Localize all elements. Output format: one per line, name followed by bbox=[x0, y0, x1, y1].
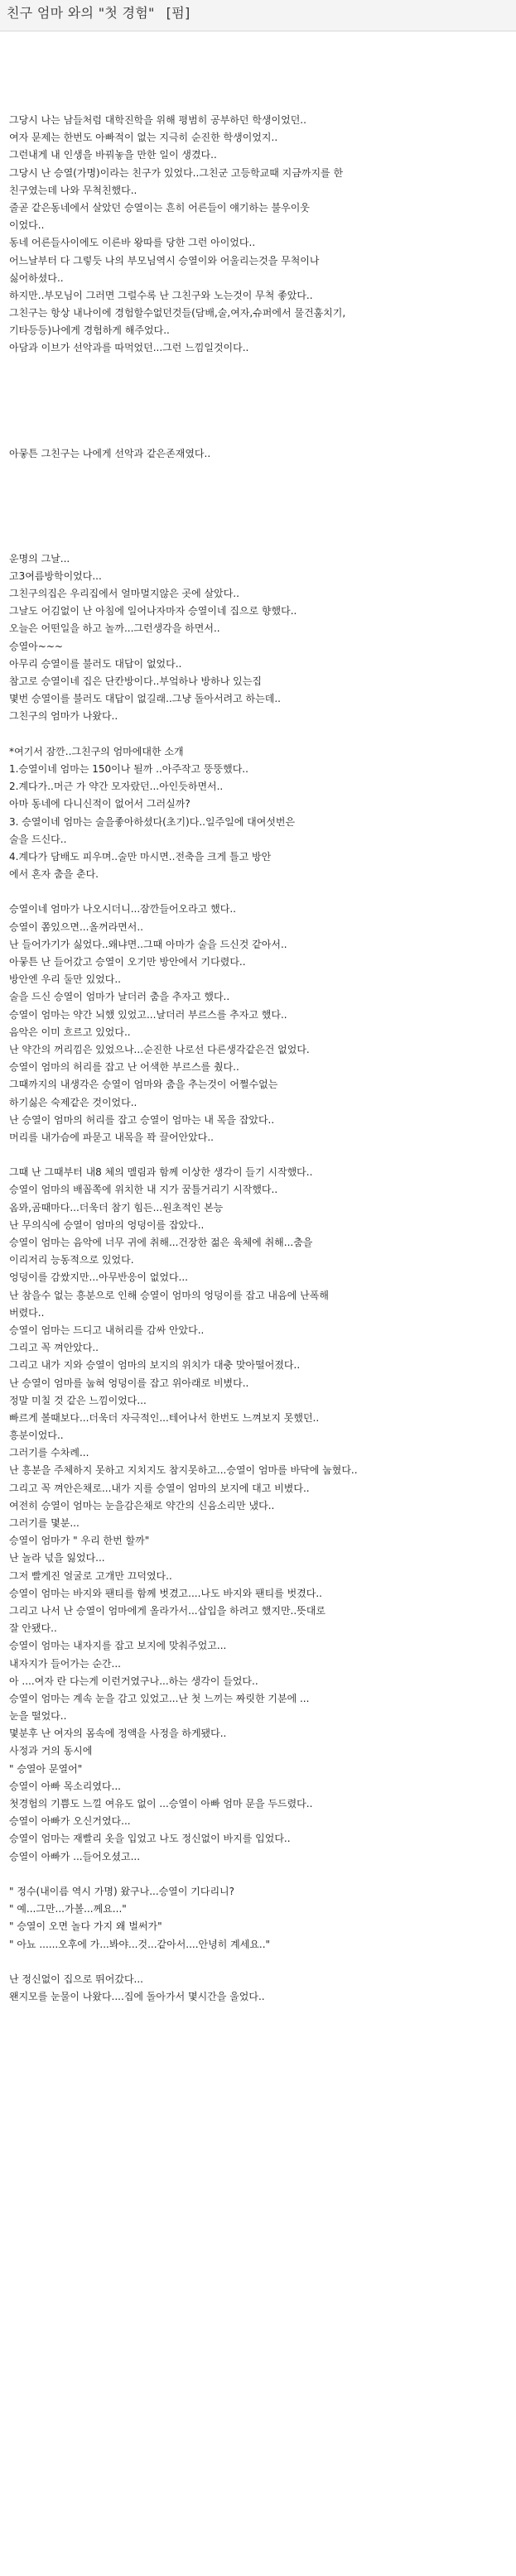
body-line: 아뭏튼 난 들어갔고 승열이 오기만 방안에서 기다렸다.. bbox=[9, 956, 246, 968]
body-line: 승열이 엄마는 계속 눈을 감고 있었고...난 첫 느끼는 짜릿한 기분에 ... bbox=[9, 1692, 310, 1704]
body-line: 4.계다가 담배도 피우며..술만 마시면..전축을 크게 틀고 방안 bbox=[9, 850, 272, 863]
paragraph-spacer bbox=[9, 480, 506, 497]
body-line: 아 ....여자 란 다는게 이런거였구나...하는 생각이 들었다.. bbox=[9, 1675, 258, 1687]
body-line: 동네 어른들사이에도 이른바 왕따를 당한 그런 아이었다.. bbox=[9, 237, 256, 249]
body-line: 승열이 엄마는 드디고 내허리를 감싸 안았다.. bbox=[9, 1324, 205, 1336]
body-line: 몇번 승열이를 불러도 대답이 없길래..그냥 돌아서려고 하는데.. bbox=[9, 693, 281, 705]
paragraph-spacer bbox=[9, 883, 506, 901]
body-line: 승열이 엄마는 바지와 팬티를 함께 벗겼고....나도 바지와 팬티를 벗겼다.. bbox=[9, 1587, 322, 1599]
body-line: 사정과 거의 동시에 bbox=[9, 1745, 93, 1757]
paragraph-spacer bbox=[9, 375, 506, 392]
post-title bbox=[7, 3, 190, 23]
body-line: 그러기를 수차례... bbox=[9, 1447, 89, 1459]
paragraph-spacer bbox=[9, 515, 506, 532]
paragraph-spacer bbox=[9, 1146, 506, 1164]
body-line: 난 놀라 넋을 잃었다... bbox=[9, 1552, 105, 1564]
body-line: 여전히 승열이 엄마는 눈을감은채로 약간의 신음소리만 냈다.. bbox=[9, 1499, 275, 1511]
body-line: 승열이 아빠가 오신거였다... bbox=[9, 1815, 131, 1828]
body-line: 옴뫄,곰때마다...더욱더 참기 힘든...원초적인 본능 bbox=[9, 1201, 224, 1214]
body-line: 난 무의식에 승열이 엄마의 엉덩이를 잡았다.. bbox=[9, 1218, 205, 1231]
body-line: 그리고 꼭 껴안은채로...내가 지를 승열이 엄마의 보지에 대고 비볐다.. bbox=[9, 1482, 310, 1494]
body-line: 그리고 나서 난 승열이 엄마에게 올라가서...삽입을 하려고 했지만..뜻대로 bbox=[9, 1604, 326, 1617]
body-line: 승열이 엄마의 배꼽쪽에 위치한 내 지가 꿈틀거리기 시작했다.. bbox=[9, 1184, 278, 1196]
body-line: 아마 동네에 다니신적이 없어서 그러실까? bbox=[9, 798, 190, 810]
body-line: 참고로 승열이네 집은 단칸방이다..부엌하나 방하나 있는집 bbox=[9, 675, 262, 687]
body-line: 하지만..부모님이 그러면 그럴수록 난 그친구와 노는것이 무척 좋았다.. bbox=[9, 289, 313, 301]
body-line: 그러기를 몇분... bbox=[9, 1517, 80, 1529]
body-line: 그날도 어김없이 난 아침에 일어나자마자 승열이네 집으로 향했다.. bbox=[9, 605, 297, 618]
body-line: 아담과 이브가 선악과를 따먹었던...그런 느낌일것이다.. bbox=[9, 342, 249, 354]
body-line: 1.승열이네 엄마는 150이나 될까 ..아주작고 뚱뚱했다.. bbox=[9, 762, 248, 775]
body-line: 승열이 아빠가 ...들어오셨고... bbox=[9, 1850, 141, 1862]
body-line: 에서 혼자 춤을 춘다. bbox=[9, 868, 99, 881]
body-line: 난 정신없이 집으로 뛰어갔다... bbox=[9, 1973, 143, 1985]
body-line: 난 약간의 꺼리낌은 있었으나...순진한 나로선 다른생각같은건 없었다. bbox=[9, 1043, 310, 1055]
paragraph-spacer bbox=[9, 726, 506, 743]
body-line: 눈을 떨었다.. bbox=[9, 1710, 67, 1723]
paragraph-spacer bbox=[9, 1954, 506, 1971]
body-line: 승열아~~~ bbox=[9, 640, 63, 652]
body-line: 그런내게 내 인생을 바꿔놓을 만한 일이 생겼다.. bbox=[9, 149, 217, 161]
body-line: 술을 드신다.. bbox=[9, 833, 67, 845]
body-line: 몇분후 난 여자의 몸속에 정액을 사정을 하게됐다.. bbox=[9, 1728, 227, 1740]
paragraph-spacer bbox=[9, 497, 506, 515]
body-line: 승열이 엄마는 약간 뇌했 있었고...날더러 부르스를 추자고 했다.. bbox=[9, 1008, 287, 1021]
body-line: 여자 문제는 한번도 아빠적이 없는 지극히 순진한 학생이었지.. bbox=[9, 132, 278, 144]
body-line: 승열이 아빠 목소리였다... bbox=[9, 1780, 121, 1792]
body-line: 승열이 엄마는 내자지를 잡고 보지에 맞춰주었고... bbox=[9, 1640, 227, 1652]
body-line: 아뭏튼 그친구는 나에게 선악과 같은존재였다.. bbox=[9, 447, 211, 459]
body-line: 음악은 이미 흐르고 있었다.. bbox=[9, 1026, 131, 1038]
body-line: 승열이네 엄마가 나오시더니...잠깐들어오라고 했다.. bbox=[9, 903, 236, 916]
body-line: 난 승열이 엄마를 눕혀 엉덩이를 잡고 위아래로 비볐다.. bbox=[9, 1377, 249, 1389]
body-line: 2.계다가..머근 가 약간 모자랐던...아인듯하면서.. bbox=[9, 781, 224, 793]
post-category: [펌] bbox=[166, 5, 190, 21]
body-line: 승열이 엄마는 음악에 너무 귀에 취해...건장한 젊은 육체에 취해...춤을 bbox=[9, 1237, 313, 1248]
body-line: 하기싫은 숙제같은 것이었다.. bbox=[9, 1096, 137, 1108]
body-line: 그리고 내가 지와 승열이 엄마의 보지의 위치가 대충 맞아떨어졌다.. bbox=[9, 1359, 301, 1372]
body-line: 그당시 나는 남들처럼 대학진학을 위해 평범히 공부하던 학생이었던.. bbox=[9, 114, 306, 126]
body-line: 그때까지의 내생각은 승열이 엄마와 춤을 추는것이 어쩔수없는 bbox=[9, 1079, 278, 1091]
body-line: 그저 빨게진 얼굴로 고개만 끄덕였다.. bbox=[9, 1569, 172, 1582]
body-line: " 정수(내이름 역시 가명) 왔구나...승열이 기다리니? bbox=[9, 1885, 235, 1897]
body-line: " 예...그만...가볼...께요..." bbox=[9, 1903, 127, 1915]
body-line: " 승열아 문열어" bbox=[9, 1762, 83, 1775]
paragraph-spacer bbox=[9, 410, 506, 427]
paragraph-spacer bbox=[9, 358, 506, 375]
body-line: 그친구의집은 우리집에서 얼마멀지않은 곳에 살았다.. bbox=[9, 588, 239, 600]
body-line: *여기서 잠깐..그친구의 엄마에대한 소개 bbox=[9, 745, 184, 757]
body-line: 승열이 쫌있으면...올꺼라면서.. bbox=[9, 920, 143, 933]
paragraph-spacer bbox=[9, 392, 506, 410]
body-line: 승열이 엄마는 재빨리 옷을 입었고 나도 정신없이 바지를 입었다.. bbox=[9, 1833, 291, 1845]
paragraph-spacer bbox=[9, 427, 506, 445]
paragraph-spacer bbox=[9, 463, 506, 480]
body-line: 난 승열이 엄마의 허리를 잡고 승열이 엄마는 내 목을 잡았다.. bbox=[9, 1113, 275, 1126]
body-line: 방안엔 우리 둘만 있었다.. bbox=[9, 973, 121, 986]
body-line: 어느날부터 다 그렇듯 나의 부모님역시 승열이와 어울리는것을 무척이나 bbox=[9, 254, 320, 267]
body-line: 머리를 내가슴에 파묻고 내목을 꽉 끌어안았다.. bbox=[9, 1131, 214, 1143]
body-line: 이었다.. bbox=[9, 219, 45, 232]
body-line: 흥분이었다.. bbox=[9, 1430, 64, 1442]
body-line: 왠지모를 눈물이 나왔다....집에 돌아가서 몇시간을 울었다.. bbox=[9, 1991, 265, 2003]
post-body bbox=[9, 112, 506, 2006]
body-line: 엉덩이를 감쌌지만...아무반응이 없었다... bbox=[9, 1271, 188, 1284]
post-header bbox=[0, 0, 516, 31]
body-line: 첫경험의 기쁨도 느낄 여유도 없이 ...승열이 아빠 엄마 문을 두드렸다.. bbox=[9, 1798, 313, 1809]
body-line: 정말 미칠 것 같은 느낌이었다... bbox=[9, 1394, 147, 1406]
body-line: 승열이 엄마가 " 우리 한번 할까" bbox=[9, 1535, 150, 1547]
body-line: 고3여름방학이었다... bbox=[9, 570, 102, 582]
body-line: 내자지가 들어가는 순간... bbox=[9, 1657, 121, 1670]
body-line: 그때 난 그때부터 내8 체의 멜림과 함께 이상한 생각이 들기 시작했다.. bbox=[9, 1166, 313, 1179]
paragraph-spacer bbox=[9, 1866, 506, 1883]
body-line: 난 흥분을 주체하지 못하고 지치지도 참지못하고...승열이 엄마를 바닥에 눕혔다.. bbox=[9, 1464, 358, 1477]
body-line: 오늘은 어떤일을 하고 놀까...그런생각을 하면서.. bbox=[9, 622, 220, 635]
body-line: 술을 드신 승열이 엄마가 날더러 춤을 추자고 했다.. bbox=[9, 991, 230, 1003]
body-line: 난 참을수 없는 흥분으로 인해 승열이 엄마의 엉덩이를 잡고 내음에 난폭해 bbox=[9, 1289, 329, 1301]
body-line: 싫어하셨다.. bbox=[9, 272, 64, 284]
body-line: 그리고 꼭 껴안았다.. bbox=[9, 1342, 99, 1354]
body-line: 승열이 엄마의 허리를 잡고 난 어색한 부르스를 췄다.. bbox=[9, 1061, 239, 1074]
body-line: 친구였는데 나와 무척친했다.. bbox=[9, 184, 137, 196]
body-line: " 아뇨 ......오후에 가...봐야...것...같아서....안녕히 계세요.." bbox=[9, 1938, 271, 1950]
body-line: 버렸다.. bbox=[9, 1306, 45, 1319]
body-line: 그친구는 항상 내나이에 경험할수없던것들(담배,술,여자,슈퍼에서 물건훔치기, bbox=[9, 307, 346, 320]
body-line: 난 들어가기가 싫었다..왜냐면..그때 아마가 술을 드신것 같아서.. bbox=[9, 938, 287, 950]
body-line: 아무리 승열이를 불러도 대답이 없었다.. bbox=[9, 657, 182, 670]
body-line: 줄곧 같은동네에서 살았던 승열이는 흔히 어른들이 얘기하는 불우이웃 bbox=[9, 201, 310, 214]
body-line: 그당시 난 승열(가명)이라는 친구가 있었다..그친군 고등학교때 지금까지를 한 bbox=[9, 166, 344, 179]
body-line: " 승열이 오면 놀다 가지 왜 벌써가" bbox=[9, 1920, 162, 1933]
paragraph-spacer bbox=[9, 533, 506, 550]
body-line: 운명의 그날... bbox=[9, 552, 70, 565]
post-title-text: 친구 엄마 와의 "첫 경험" bbox=[7, 5, 155, 21]
body-line: 기타등등)나에게 경험하게 해주었다.. bbox=[9, 324, 170, 337]
body-line: 3. 승열이네 엄마는 술을좋아하셨다(초기)다..일주일에 대여섯번은 bbox=[9, 815, 296, 828]
body-line: 이리저리 능동적으로 있었다. bbox=[9, 1254, 134, 1266]
body-line: 그친구의 엄마가 나왔다.. bbox=[9, 710, 118, 723]
body-line: 빠르게 볼때보다...더욱더 자극적인...테어나서 한번도 느껴보지 못했던.. bbox=[9, 1411, 320, 1424]
body-line: 잘 안됐다.. bbox=[9, 1622, 57, 1635]
